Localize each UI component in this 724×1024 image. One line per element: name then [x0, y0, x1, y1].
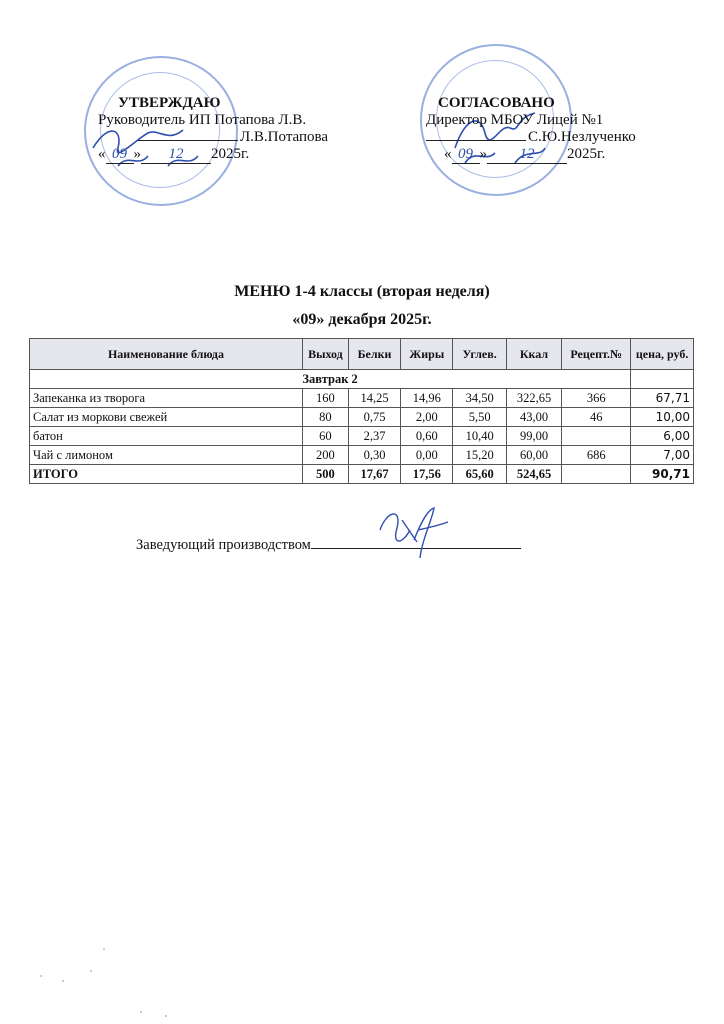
cell-recipe: 366 [562, 389, 631, 408]
cell-kcal: 99,00 [506, 427, 561, 446]
total-row [30, 465, 694, 484]
cell-fat: 14,96 [401, 389, 453, 408]
cell-output: 60 [302, 427, 348, 446]
approve-date: « 09 » 12 2025г. [98, 146, 250, 162]
agree-month: 12 [487, 146, 567, 164]
total-protein: 17,67 [348, 465, 400, 484]
menu-title: МЕНЮ 1-4 классы (вторая неделя) [234, 283, 490, 300]
approve-line2: Л.В.Потапова [98, 129, 338, 146]
scan-speck [140, 1011, 142, 1013]
cell-name: батон [30, 427, 303, 446]
table-header-row [30, 339, 694, 370]
table-row [30, 408, 694, 427]
cell-protein: 0,75 [348, 408, 400, 427]
table-row [30, 446, 694, 465]
footer-signature-line [136, 537, 521, 554]
approve-line1: Руководитель ИП Потапова Л.В. [98, 112, 307, 128]
cell-kcal: 43,00 [506, 408, 561, 427]
cell-price: 7,00 [631, 446, 694, 465]
cell-carbs: 15,20 [453, 446, 506, 465]
header-name: Наименование блюда [30, 339, 303, 370]
cell-protein: 2,37 [348, 427, 400, 446]
agree-date: « 09 » 12 2025г. [444, 146, 606, 162]
total-output: 500 [302, 465, 348, 484]
cell-recipe [562, 427, 631, 446]
cell-fat: 2,00 [401, 408, 453, 427]
total-recipe [562, 465, 631, 484]
scan-speck [90, 970, 92, 972]
scan-speck [62, 980, 64, 982]
footer-label: Заведующий производством [136, 537, 311, 553]
cell-price: 6,00 [631, 427, 694, 446]
menu-table [29, 338, 694, 484]
section-label: Завтрак 2 [30, 370, 631, 389]
cell-protein: 0,30 [348, 446, 400, 465]
agree-block [426, 95, 676, 164]
header-protein: Белки [348, 339, 400, 370]
cell-price: 67,71 [631, 389, 694, 408]
cell-carbs: 10,40 [453, 427, 506, 446]
header-output: Выход [302, 339, 348, 370]
header-fat: Жиры [401, 339, 453, 370]
total-fat: 17,56 [401, 465, 453, 484]
agree-day: 09 [452, 146, 480, 164]
cell-kcal: 60,00 [506, 446, 561, 465]
scan-speck [40, 975, 42, 977]
cell-protein: 14,25 [348, 389, 400, 408]
cell-output: 80 [302, 408, 348, 427]
header-price: цена, руб. [631, 339, 694, 370]
cell-fat: 0,00 [401, 446, 453, 465]
agree-title: СОГЛАСОВАНО [438, 95, 555, 111]
cell-name: Запеканка из творога [30, 389, 303, 408]
approve-month: 12 [141, 146, 211, 164]
agree-line2: С.Ю.Незлученко [426, 129, 676, 146]
cell-kcal: 322,65 [506, 389, 561, 408]
cell-name: Чай с лимоном [30, 446, 303, 465]
approve-day: 09 [106, 146, 134, 164]
cell-carbs: 34,50 [453, 389, 506, 408]
cell-name: Салат из моркови свежей [30, 408, 303, 427]
section-row [30, 370, 694, 389]
table-row [30, 389, 694, 408]
menu-date: «09» декабря 2025г. [292, 311, 432, 328]
cell-price: 10,00 [631, 408, 694, 427]
header-carbs: Углев. [453, 339, 506, 370]
footer-signature [372, 500, 452, 560]
cell-fat: 0,60 [401, 427, 453, 446]
cell-recipe: 46 [562, 408, 631, 427]
total-carbs: 65,60 [453, 465, 506, 484]
total-kcal: 524,65 [506, 465, 561, 484]
total-price: 90,71 [631, 465, 694, 484]
cell-output: 200 [302, 446, 348, 465]
table-row [30, 427, 694, 446]
header-recipe: Рецепт.№ [562, 339, 631, 370]
header-kcal: Ккал [506, 339, 561, 370]
cell-output: 160 [302, 389, 348, 408]
cell-carbs: 5,50 [453, 408, 506, 427]
total-label: ИТОГО [30, 465, 303, 484]
scan-speck [165, 1015, 167, 1017]
cell-recipe: 686 [562, 446, 631, 465]
agree-line1: Директор МБОУ Лицей №1 [426, 112, 604, 128]
approve-title: УТВЕРЖДАЮ [118, 95, 221, 111]
scan-speck [103, 948, 105, 950]
approve-block [98, 95, 338, 164]
